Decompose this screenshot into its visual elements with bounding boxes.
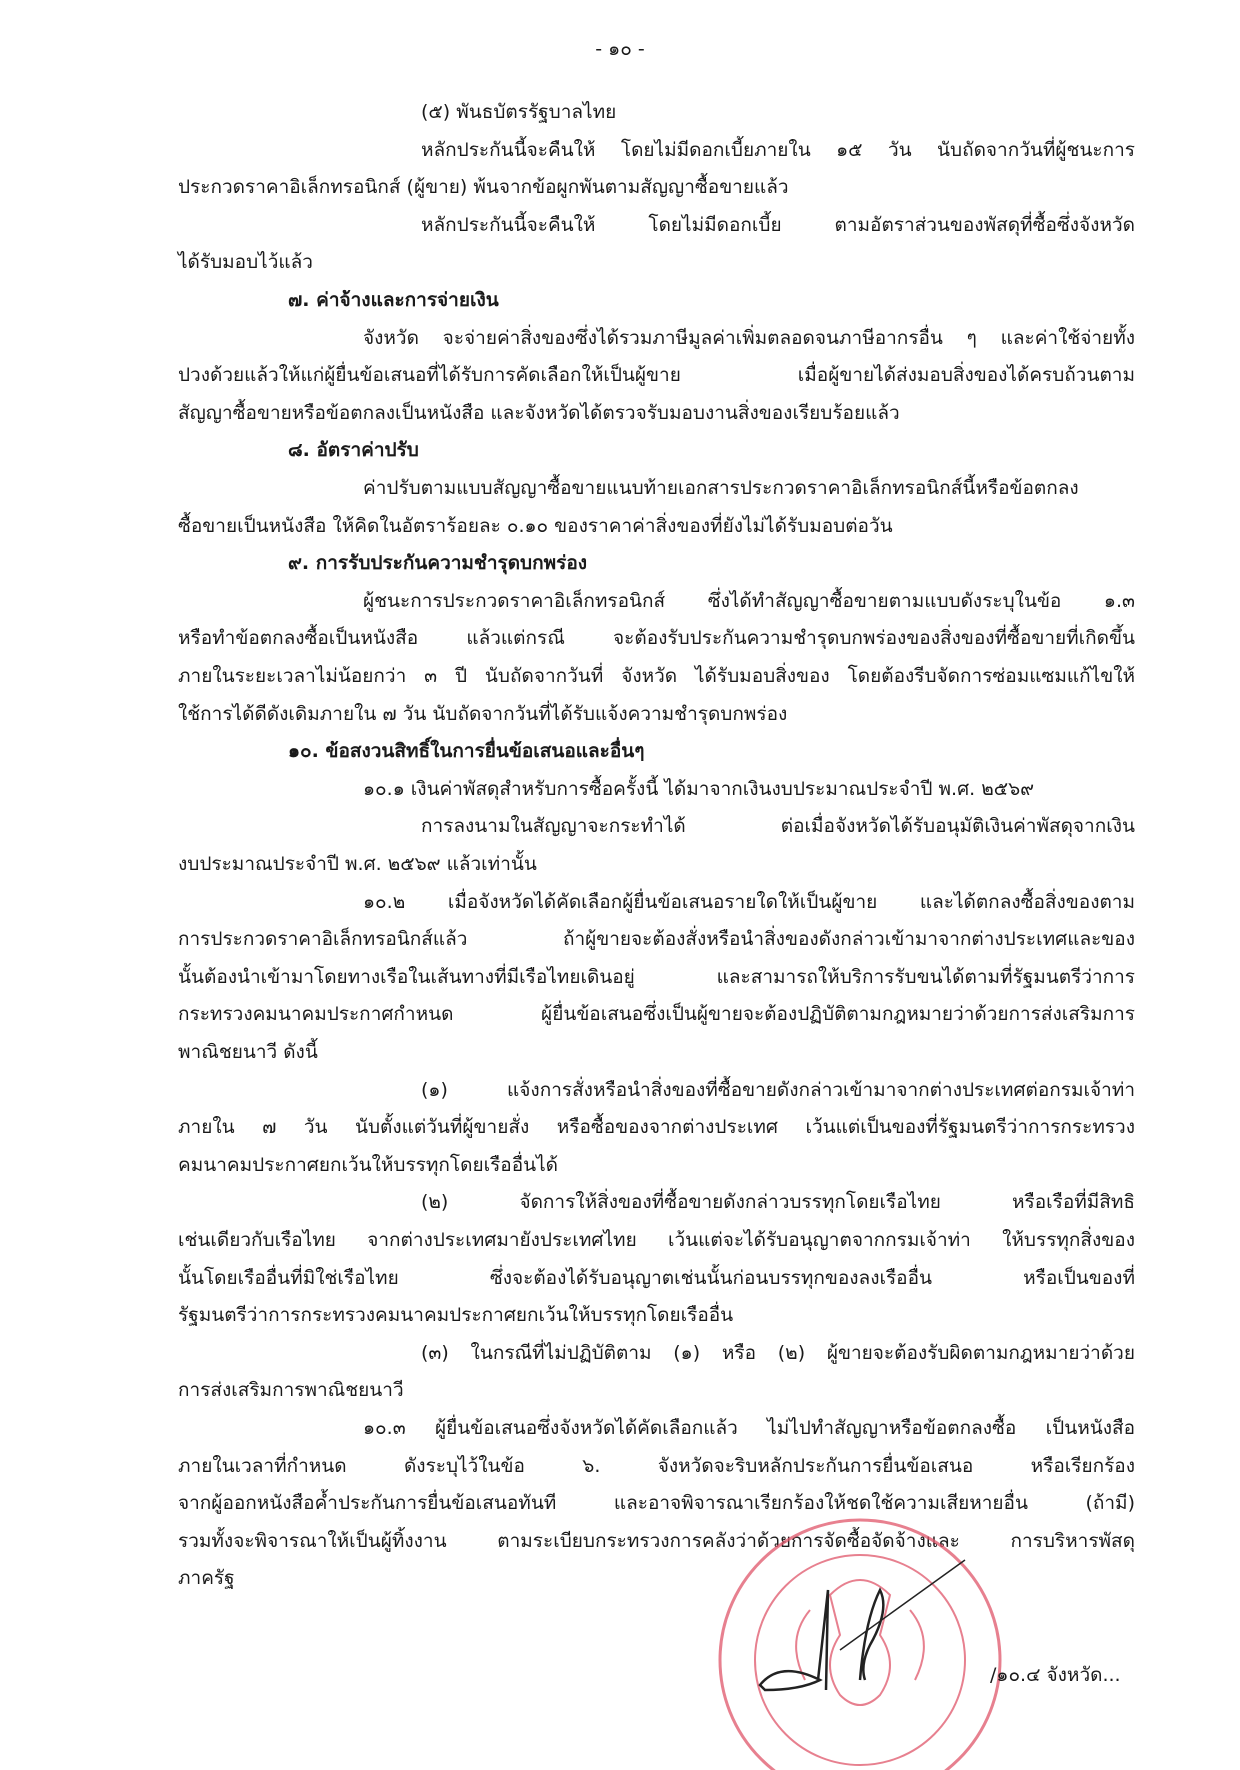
text-line: จังหวัด จะจ่ายค่าสิ่งของซึ่งได้รวมภาษีมูลค่าเพิ่มตลอดจนภาษีอากรอื่น ๆ และค่าใช้จ่ายทั้ง [363,327,1135,349]
text-line: (๓) ในกรณีที่ไม่ปฏิบัติตาม (๑) หรือ (๒) ผู้ขายจะต้องรับผิดตามกฎหมายว่าด้วย [421,1342,1135,1364]
text-line: หลักประกันนี้จะคืนให้ โดยไม่มีดอกเบี้ยภายใน ๑๕ วัน นับถัดจากวันที่ผู้ชนะการ [421,139,1135,161]
text-line: ใช้การได้ดีดังเดิมภายใน ๗ วัน นับถัดจากวันที่ได้รับแจ้งความชำรุดบกพร่อง [178,703,788,725]
text-line: รวมทั้งจะพิจารณาให้เป็นผู้ทิ้งงาน ตามระเบียบกระทรวงการคลังว่าด้วยการจัดซื้อจัดจ้างและ การบริหารพัสดุ [178,1530,1135,1552]
seal-stamp [720,1520,1000,1770]
text-line: (๒) จัดการให้สิ่งของที่ซื้อขายดังกล่าวบรรทุกโดยเรือไทย หรือเรือที่มีสิทธิ [421,1191,1135,1213]
page-number: - ๑๐ - [595,38,645,60]
text-line: พาณิชยนาวี ดังนี้ [178,1041,318,1063]
text-line: ๑๐.๑ เงินค่าพัสดุสำหรับการซื้อครั้งนี้ ได้มาจากเงินงบประมาณประจำปี พ.ศ. ๒๕๖๙ [363,778,1035,800]
text-line: คมนาคมประกาศยกเว้นให้บรรทุกโดยเรืออื่นได้ [178,1154,558,1176]
text-line: เช่นเดียวกับเรือไทย จากต่างประเทศมายังประเทศไทย เว้นแต่จะได้รับอนุญาตจากกรมเจ้าท่า ให้บรรทุกสิ่งของ [178,1229,1135,1251]
text-line: สัญญาซื้อขายหรือข้อตกลงเป็นหนังสือ และจังหวัดได้ตรวจรับมอบงานสิ่งของเรียบร้อยแล้ว [178,402,900,424]
text-line: ปวงด้วยแล้วให้แก่ผู้ยื่นข้อเสนอที่ได้รับการคัดเลือกให้เป็นผู้ขาย เมื่อผู้ขายได้ส่งมอบสิ่งของได้ครบถ้วนตาม [178,364,1135,386]
section-heading: ๑๐. ข้อสงวนสิทธิ์ในการยื่นข้อเสนอและอื่นๆ [288,740,645,762]
text-line: การลงนามในสัญญาจะกระทำได้ ต่อเมื่อจังหวัดได้รับอนุมัติเงินค่าพัสดุจากเงิน [421,815,1135,837]
text-line: ผู้ชนะการประกวดราคาอิเล็กทรอนิกส์ ซึ่งได้ทำสัญญาซื้อขายตามแบบดังระบุในข้อ ๑.๓ [363,590,1135,612]
text-line: จากผู้ออกหนังสือค้ำประกันการยื่นข้อเสนอทันที และอาจพิจารณาเรียกร้องให้ชดใช้ความเสียหายอื่น (ถ้ามี) [178,1492,1135,1514]
text-line: ภายในเวลาที่กำหนด ดังระบุไว้ในข้อ ๖. จังหวัดจะริบหลักประกันการยื่นข้อเสนอ หรือเรียกร้อง [178,1455,1135,1477]
text-line: กระทรวงคมนาคมประกาศกำหนด ผู้ยื่นข้อเสนอซึ่งเป็นผู้ขายจะต้องปฏิบัติตามกฎหมายว่าด้วยการส่งเสริมการ [178,1003,1135,1025]
official-seal-and-signature [700,1500,1020,1770]
continuation-marker: /๑๐.๔ จังหวัด... [990,1664,1121,1686]
section-heading: ๗. ค่าจ้างและการจ่ายเงิน [288,289,499,311]
text-line: ๑๐.๒ เมื่อจังหวัดได้คัดเลือกผู้ยื่นข้อเสนอรายใดให้เป็นผู้ขาย และได้ตกลงซื้อสิ่งของตาม [363,891,1135,913]
text-line: รัฐมนตรีว่าการกระทรวงคมนาคมประกาศยกเว้นให้บรรทุกโดยเรืออื่น [178,1304,734,1326]
text-line: ภายใน ๗ วัน นับตั้งแต่วันที่ผู้ขายสั่ง หรือซื้อของจากต่างประเทศ เว้นแต่เป็นของที่รัฐมนตรีว่าการกระทรวง [178,1116,1135,1138]
text-line: ภาครัฐ [178,1567,235,1589]
text-line: ๑๐.๓ ผู้ยื่นข้อเสนอซึ่งจังหวัดได้คัดเลือกแล้ว ไม่ไปทำสัญญาหรือข้อตกลงซื้อ เป็นหนังสือ [363,1417,1135,1439]
text-line: หลักประกันนี้จะคืนให้ โดยไม่มีดอกเบี้ย ตามอัตราส่วนของพัสดุที่ซื้อซึ่งจังหวัด [421,214,1135,236]
text-line: นั้นต้องนำเข้ามาโดยทางเรือในเส้นทางที่มีเรือไทยเดินอยู่ และสามารถให้บริการรับขนได้ตามที่รัฐมนตรีว่าการ [178,966,1135,988]
section-heading: ๙. การรับประกันความชำรุดบกพร่อง [288,552,588,574]
text-line: หรือทำข้อตกลงซื้อเป็นหนังสือ แล้วแต่กรณี จะต้องรับประกันความชำรุดบกพร่องของสิ่งของที่ซื้อขายที่เกิดขึ้น [178,627,1135,649]
text-line: ประกวดราคาอิเล็กทรอนิกส์ (ผู้ขาย) พ้นจากข้อผูกพันตามสัญญาซื้อขายแล้ว [178,176,789,198]
text-line: งบประมาณประจำปี พ.ศ. ๒๕๖๙ แล้วเท่านั้น [178,853,537,875]
text-line: ซื้อขายเป็นหนังสือ ให้คิดในอัตราร้อยละ ๐.๑๐ ของราคาค่าสิ่งของที่ยังไม่ได้รับมอบต่อวัน [178,515,893,537]
text-line: (๕) พันธบัตรรัฐบาลไทย [421,101,617,123]
section-heading: ๘. อัตราค่าปรับ [288,439,419,461]
text-line: การส่งเสริมการพาณิชยนาวี [178,1379,404,1401]
text-line: (๑) แจ้งการสั่งหรือนำสิ่งของที่ซื้อขายดังกล่าวเข้ามาจากต่างประเทศต่อกรมเจ้าท่า [421,1079,1135,1101]
text-line: ได้รับมอบไว้แล้ว [178,251,313,273]
text-line: การประกวดราคาอิเล็กทรอนิกส์แล้ว ถ้าผู้ขายจะต้องสั่งหรือนำสิ่งของดังกล่าวเข้ามาจากต่างประเทศและของ [178,928,1135,950]
text-line: นั้นโดยเรืออื่นที่มิใช่เรือไทย ซึ่งจะต้องได้รับอนุญาตเช่นนั้นก่อนบรรทุกของลงเรืออื่น หรือเป็นของที่ [178,1267,1135,1289]
text-line: ค่าปรับตามแบบสัญญาซื้อขายแนบท้ายเอกสารประกวดราคาอิเล็กทรอนิกส์นี้หรือข้อตกลง [363,477,1079,499]
text-line: ภายในระยะเวลาไม่น้อยกว่า ๓ ปี นับถัดจากวันที่ จังหวัด ได้รับมอบสิ่งของ โดยต้องรีบจัดการซ่อมแซมแก้ไขให้ [178,665,1135,687]
